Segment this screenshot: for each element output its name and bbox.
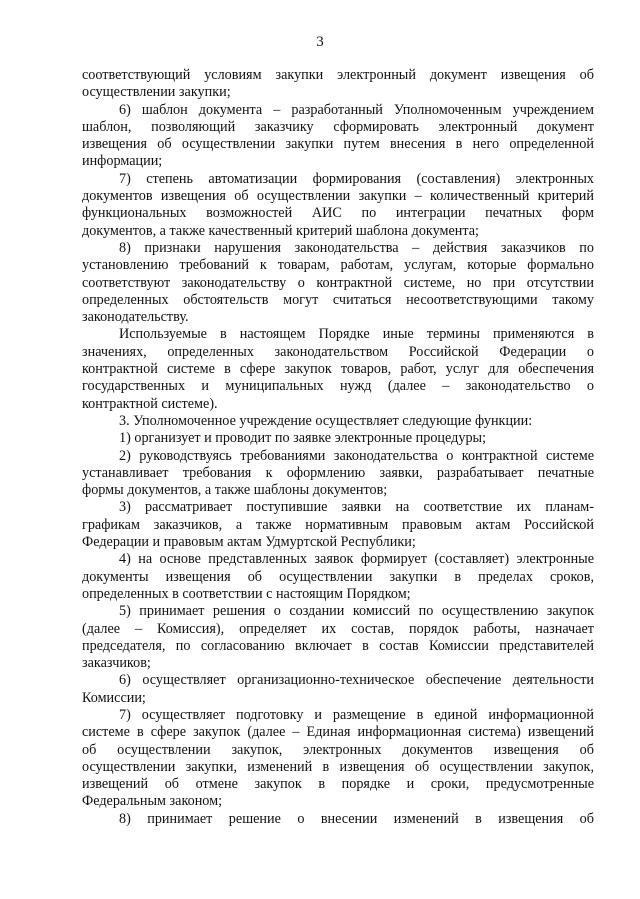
text-line: заказчиков;	[82, 655, 151, 672]
text-line: шаблон, позволяющий заказчику сформировать электронный документ	[82, 118, 594, 135]
text-line: определенных обстоятельств могут считаться несоответствующими такому	[82, 291, 594, 308]
text-line: 3. Уполномоченное учреждение осуществляет следующие функции:	[119, 412, 533, 429]
text-line: документов извещения об осуществлении закупки – количественный критерий	[82, 188, 594, 205]
text-line: 5) принимает решения о создании комиссий по осуществлению закупок	[119, 603, 594, 620]
text-line: информации;	[82, 153, 163, 170]
text-line: Используемые в настоящем Порядке иные термины применяются в	[119, 326, 594, 343]
text-line: Федеральным законом;	[82, 793, 223, 810]
text-line: 8) принимает решение о внесении изменений в извещения об	[119, 810, 594, 827]
text-line: соответствуют законодательству о контрактной системе, но при отсутствии	[82, 274, 594, 291]
page-number: 3	[316, 34, 324, 50]
text-line: 7) осуществляет подготовку и размещение в единой информационной	[119, 706, 594, 723]
text-line: 7) степень автоматизации формирования (составления) электронных	[119, 170, 594, 187]
text-line: председателя, по согласованию включает в состав Комиссии представителей	[82, 637, 594, 654]
text-line: 6) осуществляет организационно-техническое обеспечение деятельности	[119, 672, 594, 689]
text-line: Федерации и правовым актам Удмуртской Республики;	[82, 534, 416, 551]
text-line: 2) руководствуясь требованиями законодательства о контрактной системе	[119, 447, 594, 464]
text-line: законодательству.	[82, 309, 189, 326]
text-line: 4) на основе представленных заявок формирует (составляет) электронные	[119, 551, 594, 568]
text-line: значениях, определенных законодательством Российской Федерации о	[82, 343, 594, 360]
text-line: графикам заказчиков, а также нормативным правовым актам Российской	[82, 516, 594, 533]
text-line: формы документов, а также шаблоны документов;	[82, 482, 388, 499]
text-line: системе в сфере закупок (далее – Единая информационная система) извещений	[82, 724, 594, 741]
text-line: определенных в соответствии с настоящим Порядком;	[82, 585, 411, 602]
text-line: устанавливает требования к оформлению заявки, разрабатывает печатные	[82, 464, 594, 481]
document-body	[82, 67, 594, 828]
text-line: осуществлении закупки, изменений в извещения об осуществлении закупок,	[82, 758, 594, 775]
text-line: контрактной системе).	[82, 395, 218, 412]
text-line: (далее – Комиссия), определяет их состав, порядок работы, назначает	[82, 620, 594, 637]
text-line: 8) признаки нарушения законодательства – действия заказчиков по	[119, 239, 594, 256]
text-line: осуществлении закупки;	[82, 84, 231, 101]
text-line: государственных и муниципальных нужд (далее – законодательство о	[82, 378, 594, 395]
text-line: Комиссии;	[82, 689, 146, 706]
text-line: соответствующий условиям закупки электронный документ извещения об	[82, 67, 594, 83]
text-line: функциональных возможностей АИС по интеграции печатных форм	[82, 205, 594, 222]
text-line: документов, а также качественный критерий шаблона документа;	[82, 222, 479, 239]
text-line: установлению требований к товарам, работам, услугам, которые формально	[82, 257, 594, 274]
text-line: извещений об отмене закупок в порядке и сроки, предусмотренные	[82, 776, 594, 793]
text-line: об осуществлении закупок, электронных документов извещения об	[82, 741, 594, 758]
text-line: 3) рассматривает поступившие заявки на соответствие их планам-	[119, 499, 594, 516]
text-line: 1) организует и проводит по заявке электронные процедуры;	[119, 430, 487, 447]
text-line: извещения об осуществлении закупки путем внесения в него определенной	[82, 136, 594, 153]
text-line: 6) шаблон документа – разработанный Уполномоченным учреждением	[119, 101, 594, 118]
text-line: контрактной системе в сфере закупок товаров, работ, услуг для обеспечения	[82, 361, 594, 378]
text-line: документы извещения об осуществлении закупки в пределах сроков,	[82, 568, 594, 585]
